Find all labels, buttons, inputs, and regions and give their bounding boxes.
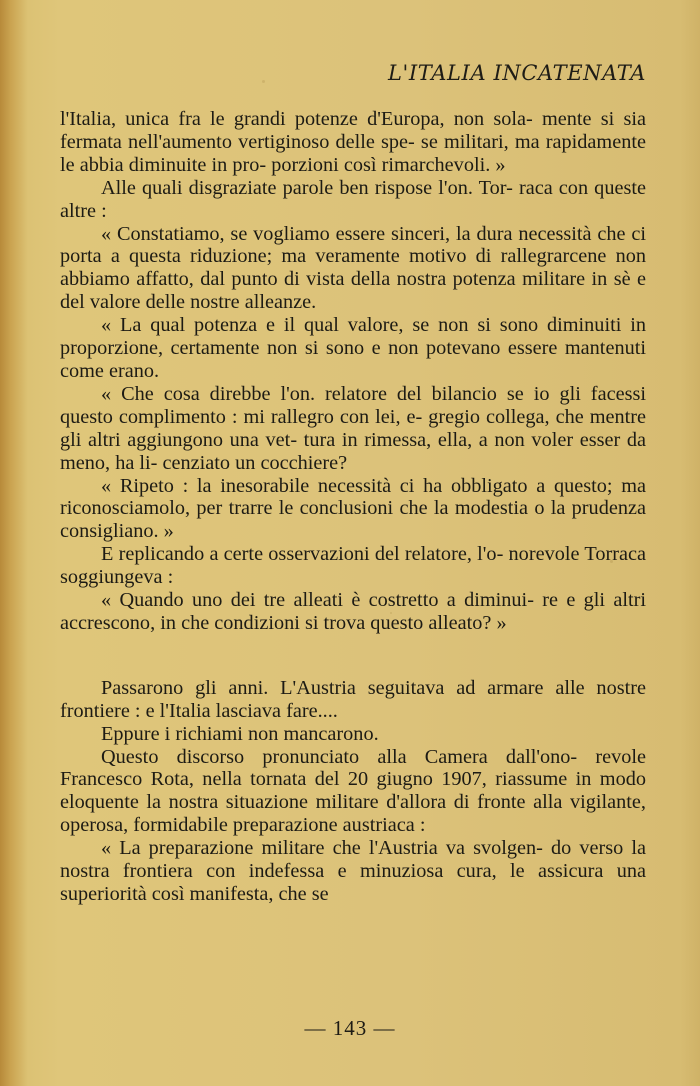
paragraph-1: l'Italia, unica fra le grandi potenze d'Europa, non sola- mente si sia fermata nell'aumento vertiginoso delle spe- se militari, ma rapidamente le abbia diminuite in pro- porzioni così rimarchevoli. » — [60, 108, 646, 176]
page-number: — 143 — — [304, 1016, 396, 1040]
paragraph-4: « La qual potenza e il qual valore, se non si sono diminuiti in proporzione, certamente non si sono e non potevano essere mantenuti come erano. — [60, 314, 646, 382]
paragraph-6: « Ripeto : la inesorabile necessità ci ha obbligato a questo; ma riconosciamolo, per trarre le conclusioni che la modestia o la prudenza consigliano. » — [60, 474, 646, 543]
paragraph-5: « Che cosa direbbe l'on. relatore del bilancio se io gli facessi questo complimento : mi rallegro con lei, e- gregio collega, che mentre gli altri aggiungono una vet- tura in rimessa, ella, a non voler esser da meno, ha li- cenziato un cocchiere? — [60, 382, 646, 474]
paragraph-11: Questo discorso pronunciato alla Camera dall'ono- revole Francesco Rota, nella tornata del 20 giugno 1907, riassume in modo eloquente la nostra situazione militare d'allora di fronte alla vigilante, operosa, formidabile preparazione austriaca : — [60, 745, 646, 837]
paragraph-10: Eppure i richiami non mancarono. — [101, 722, 379, 745]
paragraph-2: Alle quali disgraziate parole ben rispose l'on. Tor- raca con queste altre : — [60, 176, 646, 222]
paragraph-7: E replicando a certe osservazioni del relatore, l'o- norevole Torraca soggiungeva : — [60, 543, 646, 589]
running-head: L'ITALIA INCATENATA — [387, 61, 646, 85]
paragraph-9: Passarono gli anni. L'Austria seguitava ad armare alle nostre frontiere : e l'Italia lasciava fare.... — [60, 676, 646, 722]
paragraph-3: « Constatiamo, se vogliamo essere sinceri, la dura necessità che ci porta a questa riduzione; ma veramente motivo di rallegrarcene non abbiamo affatto, dal punto di vista della nostra potenza militare in sè e del valore delle nostre alleanze. — [60, 222, 646, 314]
body-text — [60, 108, 646, 906]
paper-speck — [262, 80, 265, 83]
paragraph-8: « Quando uno dei tre alleati è costretto a diminui- re e gli altri accrescono, in che condizioni si trova questo alleato? » — [60, 589, 646, 634]
paragraph-12: « La preparazione militare che l'Austria va svolgen- do verso la nostra frontiera con indefessa e minuziosa cura, le assicura una superiorità così manifesta, che se — [60, 837, 646, 905]
